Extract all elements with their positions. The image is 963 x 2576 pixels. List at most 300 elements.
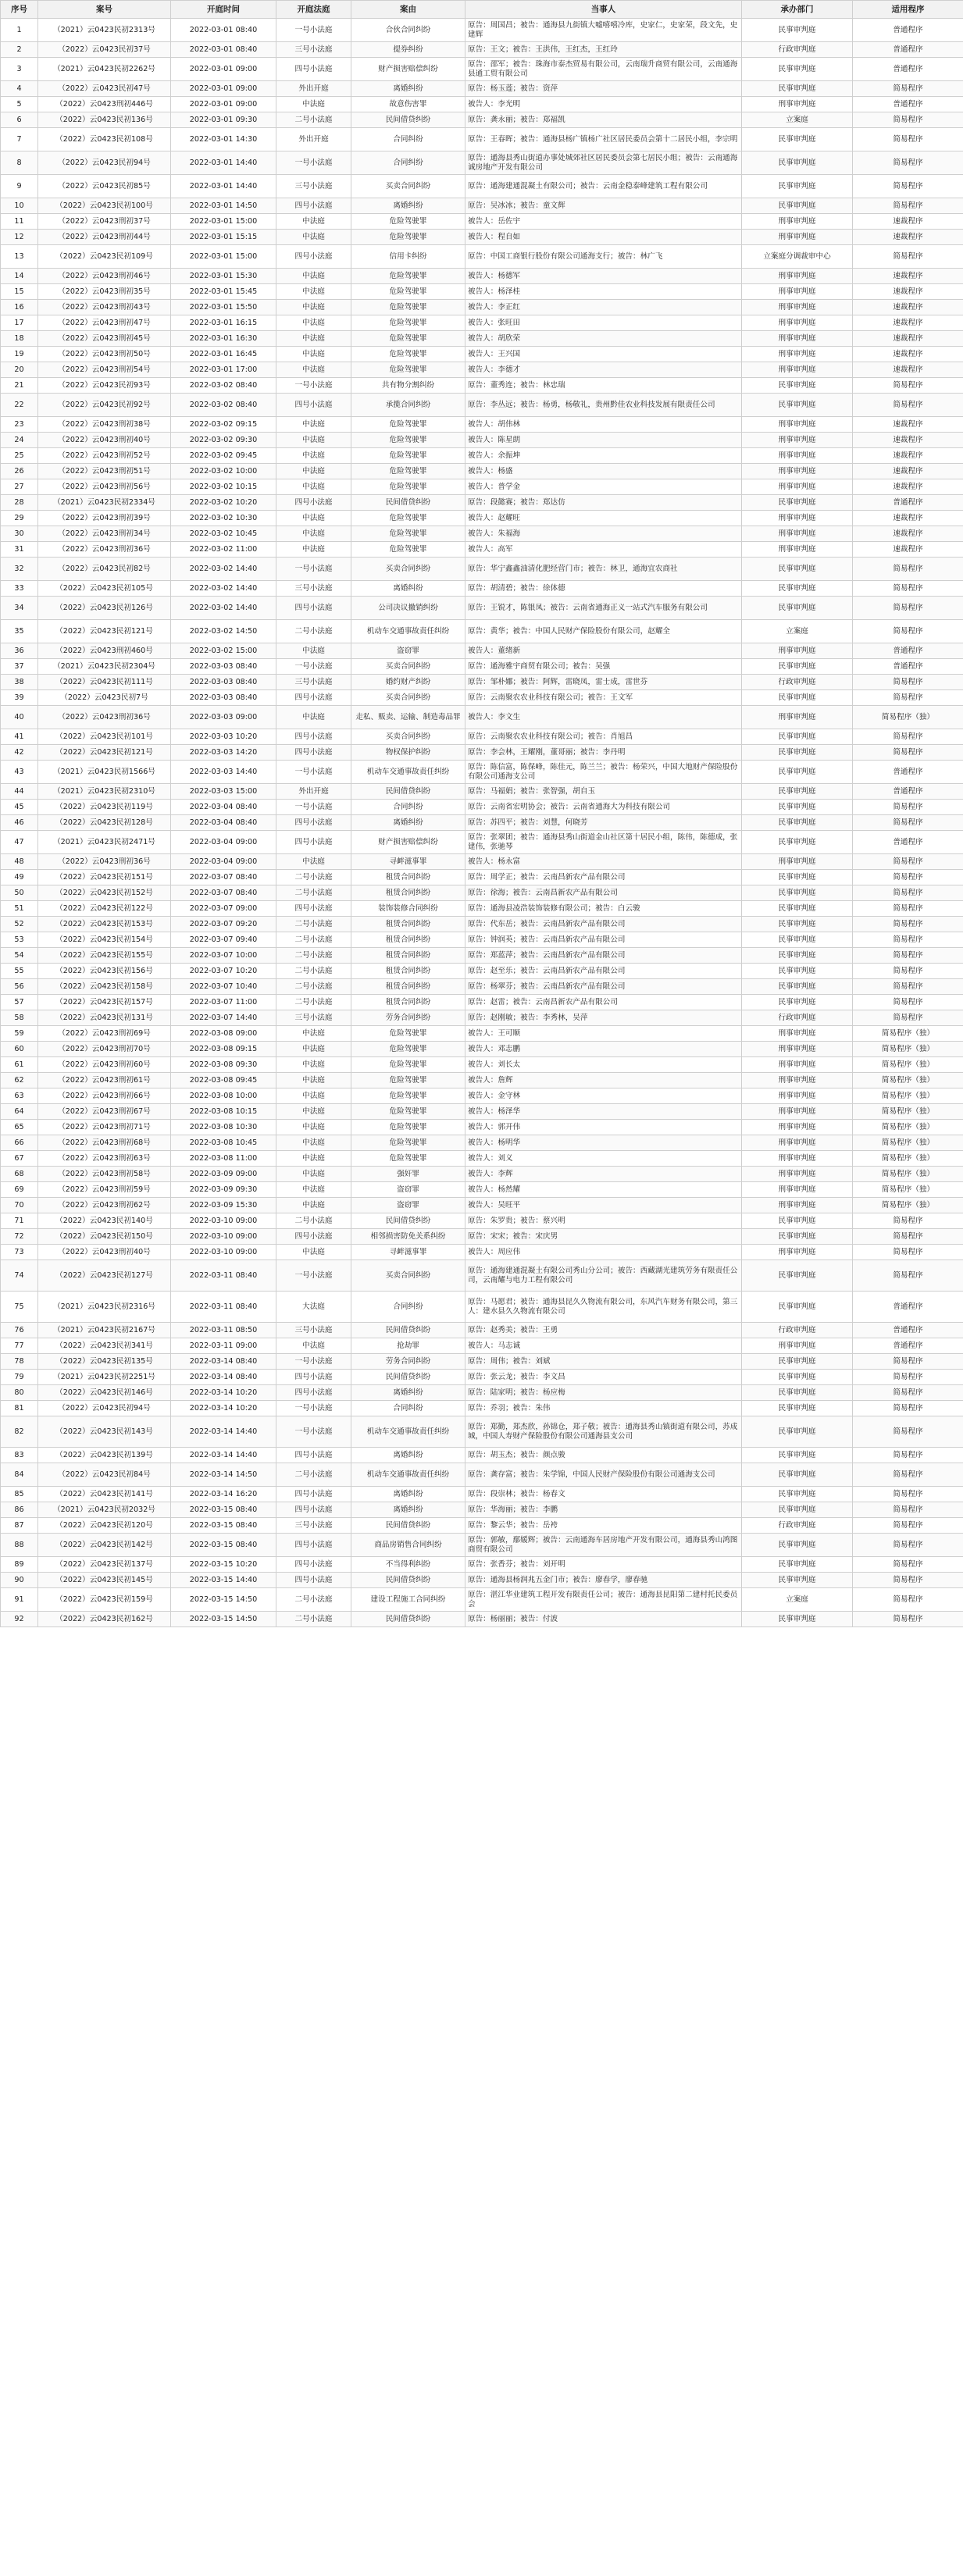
cell-cause: 危险驾驶罪 <box>351 448 465 464</box>
cell-hearing-time: 2022-03-07 08:40 <box>171 870 276 885</box>
cell-courtroom: 四号小法庭 <box>276 1385 351 1401</box>
cell-index: 18 <box>1 331 38 347</box>
cell-index: 48 <box>1 854 38 870</box>
cell-cause: 危险驾驶罪 <box>351 230 465 245</box>
cell-courtroom: 四号小法庭 <box>276 495 351 511</box>
cell-department: 民事审判庭 <box>742 1370 853 1385</box>
cell-hearing-time: 2022-03-02 10:00 <box>171 464 276 479</box>
cell-courtroom: 外出开庭 <box>276 128 351 151</box>
cell-procedure: 简易程序 <box>853 815 963 831</box>
table-row <box>1 932 963 948</box>
cell-index: 64 <box>1 1104 38 1120</box>
cell-hearing-time: 2022-03-01 15:50 <box>171 300 276 315</box>
cell-index: 92 <box>1 1612 38 1627</box>
cell-hearing-time: 2022-03-01 14:30 <box>171 128 276 151</box>
cell-department: 刑事审判庭 <box>742 526 853 542</box>
cell-case-number: （2022）云0423民初139号 <box>38 1448 171 1463</box>
cell-case-number: （2022）云0423刑初60号 <box>38 1057 171 1073</box>
cell-cause: 离婚纠纷 <box>351 1448 465 1463</box>
cell-courtroom: 中法庭 <box>276 643 351 659</box>
cell-procedure: 简易程序 <box>853 1463 963 1487</box>
cell-case-number: （2022）云0423民初156号 <box>38 964 171 979</box>
cell-cause: 租赁合同纠纷 <box>351 979 465 995</box>
cell-courtroom: 一号小法庭 <box>276 558 351 581</box>
cell-hearing-time: 2022-03-08 09:30 <box>171 1057 276 1073</box>
cell-hearing-time: 2022-03-10 09:00 <box>171 1245 276 1260</box>
cell-parties: 原告：段懿赛；被告：郑达仿 <box>465 495 742 511</box>
cell-parties: 原告：赵至乐；被告：云南昌新农产品有限公司 <box>465 964 742 979</box>
cell-courtroom: 中法庭 <box>276 97 351 112</box>
cell-index: 78 <box>1 1354 38 1370</box>
cell-index: 46 <box>1 815 38 831</box>
cell-parties: 原告：乔羽；被告：朱伟 <box>465 1401 742 1416</box>
cell-department: 民事审判庭 <box>742 558 853 581</box>
cell-case-number: （2022）云0423民初122号 <box>38 901 171 917</box>
cell-procedure: 普通程序 <box>853 643 963 659</box>
cell-hearing-time: 2022-03-07 10:00 <box>171 948 276 964</box>
cell-index: 59 <box>1 1026 38 1042</box>
cell-index: 67 <box>1 1151 38 1167</box>
cell-parties: 原告：龚存富；被告：朱学锦，中国人民财产保险股份有限公司通海支公司 <box>465 1463 742 1487</box>
cell-hearing-time: 2022-03-09 09:30 <box>171 1182 276 1198</box>
table-row <box>1 495 963 511</box>
cell-hearing-time: 2022-03-03 09:00 <box>171 706 276 729</box>
table-row <box>1 511 963 526</box>
cell-courtroom: 中法庭 <box>276 433 351 448</box>
cell-courtroom: 三号小法庭 <box>276 1010 351 1026</box>
cell-index: 11 <box>1 214 38 230</box>
table-body <box>1 19 963 1627</box>
cell-index: 77 <box>1 1338 38 1354</box>
table-row <box>1 526 963 542</box>
cell-index: 49 <box>1 870 38 885</box>
cell-hearing-time: 2022-03-15 08:40 <box>171 1534 276 1557</box>
cell-case-number: （2022）云0423民初92号 <box>38 394 171 417</box>
cell-hearing-time: 2022-03-15 14:40 <box>171 1573 276 1588</box>
cell-parties: 被告人：刘义 <box>465 1151 742 1167</box>
cell-courtroom: 大法庭 <box>276 1292 351 1323</box>
cell-hearing-time: 2022-03-15 14:50 <box>171 1588 276 1612</box>
cell-department: 民事审判庭 <box>742 659 853 675</box>
cell-courtroom: 四号小法庭 <box>276 1370 351 1385</box>
cell-index: 53 <box>1 932 38 948</box>
cell-procedure: 简易程序 <box>853 1213 963 1229</box>
cell-cause: 租赁合同纠纷 <box>351 932 465 948</box>
cell-department: 刑事审判庭 <box>742 1057 853 1073</box>
cell-index: 20 <box>1 362 38 378</box>
cell-courtroom: 四号小法庭 <box>276 815 351 831</box>
cell-parties: 原告：胡清碧；被告：徐体德 <box>465 581 742 597</box>
cell-hearing-time: 2022-03-01 14:40 <box>171 151 276 175</box>
cell-department: 民事审判庭 <box>742 1213 853 1229</box>
cell-courtroom: 二号小法庭 <box>276 1213 351 1229</box>
cell-courtroom: 四号小法庭 <box>276 1573 351 1588</box>
cell-cause: 危险驾驶罪 <box>351 464 465 479</box>
cell-hearing-time: 2022-03-04 08:40 <box>171 800 276 815</box>
cell-courtroom: 二号小法庭 <box>276 885 351 901</box>
cell-parties: 被告人：王可顺 <box>465 1026 742 1042</box>
cell-department: 民事审判庭 <box>742 800 853 815</box>
cell-cause: 租赁合同纠纷 <box>351 964 465 979</box>
cell-case-number: （2022）云0423民初121号 <box>38 620 171 643</box>
cell-cause: 公司决议撤销纠纷 <box>351 597 465 620</box>
cell-procedure: 速裁程序 <box>853 269 963 284</box>
cell-courtroom: 一号小法庭 <box>276 1354 351 1370</box>
cell-parties: 原告：邵军；被告：珠海市泰杰贸易有限公司，云南瑞升商贸有限公司，云南通海县通工贸有限公司 <box>465 58 742 81</box>
cell-index: 24 <box>1 433 38 448</box>
cell-parties: 原告：李丛远；被告：杨勇，杨敬礼，贵州黔佳农业科技发展有限责任公司 <box>465 394 742 417</box>
cell-procedure: 速裁程序 <box>853 315 963 331</box>
cell-parties: 被告人：杨泽华 <box>465 1104 742 1120</box>
cell-hearing-time: 2022-03-03 15:00 <box>171 784 276 800</box>
cell-cause: 合同纠纷 <box>351 128 465 151</box>
cell-courtroom: 四号小法庭 <box>276 245 351 269</box>
cell-department: 民事审判庭 <box>742 690 853 706</box>
cell-department: 行政审判庭 <box>742 1010 853 1026</box>
cell-parties: 原告：中国工商银行股份有限公司通海支行；被告：林广飞 <box>465 245 742 269</box>
cell-cause: 合同纠纷 <box>351 151 465 175</box>
cell-cause: 民间借贷纠纷 <box>351 1370 465 1385</box>
cell-procedure: 简易程序 <box>853 1416 963 1448</box>
cell-department: 刑事审判庭 <box>742 347 853 362</box>
cell-hearing-time: 2022-03-01 16:45 <box>171 347 276 362</box>
cell-index: 27 <box>1 479 38 495</box>
cell-department: 立案庭 <box>742 1588 853 1612</box>
table-row <box>1 1010 963 1026</box>
cell-parties: 被告人：胡伟林 <box>465 417 742 433</box>
cell-procedure: 简易程序（独） <box>853 1104 963 1120</box>
cell-case-number: （2022）云0423刑初62号 <box>38 1198 171 1213</box>
cell-hearing-time: 2022-03-09 09:00 <box>171 1167 276 1182</box>
cell-department: 民事审判庭 <box>742 1354 853 1370</box>
cell-procedure: 速裁程序 <box>853 362 963 378</box>
cell-hearing-time: 2022-03-01 09:00 <box>171 81 276 97</box>
cell-department: 民事审判庭 <box>742 979 853 995</box>
cell-procedure: 简易程序 <box>853 112 963 128</box>
cell-cause: 危险驾驶罪 <box>351 417 465 433</box>
cell-index: 30 <box>1 526 38 542</box>
table-row <box>1 581 963 597</box>
cell-procedure: 简易程序 <box>853 1260 963 1292</box>
cell-parties: 原告：苏四平；被告：刘慧，何晓芳 <box>465 815 742 831</box>
cell-parties: 被告人：吴旺平 <box>465 1198 742 1213</box>
header-department: 承办部门 <box>742 1 853 19</box>
cell-cause: 租赁合同纠纷 <box>351 885 465 901</box>
cell-courtroom: 二号小法庭 <box>276 112 351 128</box>
cell-courtroom: 中法庭 <box>276 315 351 331</box>
cell-index: 50 <box>1 885 38 901</box>
cell-department: 刑事审判庭 <box>742 1338 853 1354</box>
cell-cause: 装饰装修合同纠纷 <box>351 901 465 917</box>
cell-cause: 婚约财产纠纷 <box>351 675 465 690</box>
cell-index: 86 <box>1 1502 38 1518</box>
table-row <box>1 917 963 932</box>
cell-procedure: 简易程序 <box>853 675 963 690</box>
cell-parties: 原告：王锐才，陈银凤；被告：云南省通海正义一站式汽车服务有限公司 <box>465 597 742 620</box>
cell-index: 89 <box>1 1557 38 1573</box>
cell-department: 民事审判庭 <box>742 1401 853 1416</box>
cell-procedure: 简易程序 <box>853 1370 963 1385</box>
cell-courtroom: 中法庭 <box>276 1120 351 1135</box>
cell-procedure: 简易程序 <box>853 378 963 394</box>
cell-procedure: 速裁程序 <box>853 417 963 433</box>
cell-index: 44 <box>1 784 38 800</box>
cell-cause: 不当得利纠纷 <box>351 1557 465 1573</box>
cell-case-number: （2022）云0423刑初36号 <box>38 854 171 870</box>
cell-cause: 故意伤害罪 <box>351 97 465 112</box>
cell-case-number: （2022）云0423刑初47号 <box>38 315 171 331</box>
cell-index: 36 <box>1 643 38 659</box>
cell-hearing-time: 2022-03-02 11:00 <box>171 542 276 558</box>
cell-parties: 被告人：李文生 <box>465 706 742 729</box>
cell-procedure: 速裁程序 <box>853 464 963 479</box>
cell-case-number: （2022）云0423刑初38号 <box>38 417 171 433</box>
cell-cause: 买卖合同纠纷 <box>351 175 465 198</box>
table-row <box>1 1292 963 1323</box>
cell-department: 刑事审判庭 <box>742 97 853 112</box>
cell-parties: 原告：黄华；被告：中国人民财产保险股份有限公司，赵耀全 <box>465 620 742 643</box>
cell-case-number: （2022）云0423刑初50号 <box>38 347 171 362</box>
cell-courtroom: 三号小法庭 <box>276 1518 351 1534</box>
cell-parties: 被告人：李辉 <box>465 1167 742 1182</box>
cell-parties: 原告：周学正；被告：云南昌新农产品有限公司 <box>465 870 742 885</box>
cell-case-number: （2022）云0423刑初52号 <box>38 448 171 464</box>
table-row <box>1 1120 963 1135</box>
cell-department: 刑事审判庭 <box>742 1167 853 1182</box>
cell-procedure: 简易程序 <box>853 964 963 979</box>
cell-hearing-time: 2022-03-02 14:40 <box>171 581 276 597</box>
table-row <box>1 948 963 964</box>
cell-courtroom: 中法庭 <box>276 1135 351 1151</box>
cell-index: 19 <box>1 347 38 362</box>
cell-procedure: 简易程序 <box>853 198 963 214</box>
cell-index: 6 <box>1 112 38 128</box>
cell-cause: 危险驾驶罪 <box>351 347 465 362</box>
cell-hearing-time: 2022-03-04 09:00 <box>171 831 276 854</box>
cell-department: 刑事审判庭 <box>742 1182 853 1198</box>
cell-courtroom: 二号小法庭 <box>276 979 351 995</box>
cell-procedure: 速裁程序 <box>853 347 963 362</box>
table-row <box>1 1573 963 1588</box>
cell-courtroom: 中法庭 <box>276 448 351 464</box>
cell-case-number: （2022）云0423刑初36号 <box>38 706 171 729</box>
cell-department: 刑事审判庭 <box>742 448 853 464</box>
cell-parties: 原告：龚永丽；被告：郑福凯 <box>465 112 742 128</box>
cell-cause: 离婚纠纷 <box>351 581 465 597</box>
table-row <box>1 81 963 97</box>
cell-department: 刑事审判庭 <box>742 362 853 378</box>
cell-department: 行政审判庭 <box>742 675 853 690</box>
cell-parties: 原告：云南省宏明协会；被告：云南省通海大为科技有限公司 <box>465 800 742 815</box>
cell-cause: 信用卡纠纷 <box>351 245 465 269</box>
cell-hearing-time: 2022-03-08 10:15 <box>171 1104 276 1120</box>
cell-parties: 被告人：杨泽桂 <box>465 284 742 300</box>
cell-hearing-time: 2022-03-01 16:15 <box>171 315 276 331</box>
cell-cause: 离婚纠纷 <box>351 1487 465 1502</box>
cell-index: 75 <box>1 1292 38 1323</box>
table-row <box>1 300 963 315</box>
cell-parties: 被告人：李正红 <box>465 300 742 315</box>
cell-department: 刑事审判庭 <box>742 1042 853 1057</box>
cell-index: 26 <box>1 464 38 479</box>
cell-hearing-time: 2022-03-02 10:30 <box>171 511 276 526</box>
cell-index: 28 <box>1 495 38 511</box>
table-row <box>1 1448 963 1463</box>
cell-index: 8 <box>1 151 38 175</box>
cell-procedure: 简易程序 <box>853 597 963 620</box>
header-courtroom: 开庭法庭 <box>276 1 351 19</box>
cell-case-number: （2022）云0423民初94号 <box>38 1401 171 1416</box>
cell-department: 刑事审判庭 <box>742 300 853 315</box>
cell-hearing-time: 2022-03-01 09:30 <box>171 112 276 128</box>
cell-cause: 危险驾驶罪 <box>351 315 465 331</box>
cell-cause: 承揽合同纠纷 <box>351 394 465 417</box>
cell-case-number: （2022）云0423刑初36号 <box>38 542 171 558</box>
cell-cause: 危险驾驶罪 <box>351 1135 465 1151</box>
cell-case-number: （2022）云0423民初136号 <box>38 112 171 128</box>
cell-parties: 原告：徐海；被告：云南昌新农产品有限公司 <box>465 885 742 901</box>
cell-parties: 原告：朱罗贵；被告：蔡兴明 <box>465 1213 742 1229</box>
cell-cause: 危险驾驶罪 <box>351 1026 465 1042</box>
cell-case-number: （2022）云0423民初153号 <box>38 917 171 932</box>
cell-case-number: （2022）云0423民初140号 <box>38 1213 171 1229</box>
cell-department: 民事审判庭 <box>742 831 853 854</box>
cell-case-number: （2022）云0423民初7号 <box>38 690 171 706</box>
cell-procedure: 速裁程序 <box>853 214 963 230</box>
cell-cause: 劳务合同纠纷 <box>351 1010 465 1026</box>
cell-department: 刑事审判庭 <box>742 269 853 284</box>
cell-procedure: 简易程序 <box>853 885 963 901</box>
cell-parties: 原告：陈信富，陈保峰，陈佳元，陈兰兰；被告：杨荣兴，中国大地财产保险股份有限公司通海支公司 <box>465 761 742 784</box>
cell-case-number: （2022）云0423民初137号 <box>38 1557 171 1573</box>
cell-parties: 原告：通海县秀山街道办事处城郊社区居民委员会第七居民小组；被告：云南通海诚房地产开发有限公司 <box>465 151 742 175</box>
cell-cause: 危险驾驶罪 <box>351 300 465 315</box>
cell-parties: 被告人：李德才 <box>465 362 742 378</box>
cell-department: 民事审判庭 <box>742 1463 853 1487</box>
table-row <box>1 1057 963 1073</box>
cell-cause: 民间借贷纠纷 <box>351 784 465 800</box>
cell-parties: 原告：胡玉杰；被告：颜点骏 <box>465 1448 742 1463</box>
cell-procedure: 简易程序 <box>853 620 963 643</box>
cell-cause: 强奸罪 <box>351 1167 465 1182</box>
cell-case-number: （2022）云0423民初127号 <box>38 1260 171 1292</box>
cell-parties: 被告人：陈星朗 <box>465 433 742 448</box>
cell-parties: 被告人：刘长太 <box>465 1057 742 1073</box>
cell-hearing-time: 2022-03-01 15:15 <box>171 230 276 245</box>
table-row <box>1 1354 963 1370</box>
cell-courtroom: 二号小法庭 <box>276 1588 351 1612</box>
cell-department: 刑事审判庭 <box>742 1104 853 1120</box>
table-row <box>1 995 963 1010</box>
table-row <box>1 964 963 979</box>
cell-index: 32 <box>1 558 38 581</box>
cell-index: 40 <box>1 706 38 729</box>
cell-parties: 原告：湛江华业建筑工程开发有限责任公司；被告：通海县昆阳第二建村托民委员会 <box>465 1588 742 1612</box>
cell-hearing-time: 2022-03-09 15:30 <box>171 1198 276 1213</box>
cell-hearing-time: 2022-03-04 08:40 <box>171 815 276 831</box>
cell-hearing-time: 2022-03-02 15:00 <box>171 643 276 659</box>
cell-courtroom: 三号小法庭 <box>276 581 351 597</box>
cell-department: 民事审判庭 <box>742 1385 853 1401</box>
cell-cause: 危险驾驶罪 <box>351 331 465 347</box>
cell-courtroom: 四号小法庭 <box>276 198 351 214</box>
cell-case-number: （2021）云0423民初2167号 <box>38 1323 171 1338</box>
cell-parties: 被告人：马志诚 <box>465 1338 742 1354</box>
cell-department: 刑事审判庭 <box>742 1026 853 1042</box>
cell-cause: 民间借贷纠纷 <box>351 1518 465 1534</box>
cell-department: 刑事审判庭 <box>742 643 853 659</box>
cell-hearing-time: 2022-03-14 08:40 <box>171 1354 276 1370</box>
cell-hearing-time: 2022-03-03 08:40 <box>171 659 276 675</box>
cell-cause: 提券纠纷 <box>351 42 465 58</box>
cell-case-number: （2022）云0423刑初54号 <box>38 362 171 378</box>
cell-parties: 原告：郭敏，鄢媛辉；被告：云南通海车居房地产开发有限公司，通海县秀山鸿图商贸有限公司 <box>465 1534 742 1557</box>
cell-parties: 原告：通海建通混凝土有限公司；被告：云南金稳泰峰建筑工程有限公司 <box>465 175 742 198</box>
cell-procedure: 简易程序 <box>853 558 963 581</box>
cell-courtroom: 外出开庭 <box>276 784 351 800</box>
cell-index: 74 <box>1 1260 38 1292</box>
cell-hearing-time: 2022-03-07 08:40 <box>171 885 276 901</box>
cell-hearing-time: 2022-03-14 14:40 <box>171 1416 276 1448</box>
cell-index: 16 <box>1 300 38 315</box>
cell-hearing-time: 2022-03-01 17:00 <box>171 362 276 378</box>
cell-courtroom: 四号小法庭 <box>276 831 351 854</box>
table-row <box>1 198 963 214</box>
table-row <box>1 1502 963 1518</box>
cell-case-number: （2022）云0423民初155号 <box>38 948 171 964</box>
cell-cause: 民间借贷纠纷 <box>351 495 465 511</box>
cell-courtroom: 中法庭 <box>276 1245 351 1260</box>
cell-procedure: 简易程序 <box>853 1487 963 1502</box>
cell-index: 12 <box>1 230 38 245</box>
cell-hearing-time: 2022-03-03 14:40 <box>171 761 276 784</box>
table-row <box>1 331 963 347</box>
cell-procedure: 简易程序 <box>853 690 963 706</box>
cell-index: 23 <box>1 417 38 433</box>
cell-index: 37 <box>1 659 38 675</box>
cell-index: 33 <box>1 581 38 597</box>
cell-case-number: （2021）云0423民初2334号 <box>38 495 171 511</box>
cell-parties: 原告：赵雷；被告：云南昌新农产品有限公司 <box>465 995 742 1010</box>
cell-cause: 财产损害赔偿纠纷 <box>351 831 465 854</box>
cell-parties: 原告：董秀连；被告：林忠瑞 <box>465 378 742 394</box>
cell-parties: 原告：杨玉莲；被告：资萍 <box>465 81 742 97</box>
cell-courtroom: 中法庭 <box>276 542 351 558</box>
table-row <box>1 1198 963 1213</box>
table-row <box>1 901 963 917</box>
cell-procedure: 简易程序（独） <box>853 1135 963 1151</box>
table-row <box>1 1385 963 1401</box>
cell-procedure: 简易程序 <box>853 800 963 815</box>
cell-cause: 危险驾驶罪 <box>351 284 465 300</box>
cell-parties: 被告人：张旺田 <box>465 315 742 331</box>
cell-parties: 被告人：朱福海 <box>465 526 742 542</box>
cell-cause: 危险驾驶罪 <box>351 511 465 526</box>
cell-department: 民事审判庭 <box>742 58 853 81</box>
cell-case-number: （2022）云0423民初145号 <box>38 1573 171 1588</box>
table-row <box>1 1213 963 1229</box>
cell-case-number: （2022）云0423民初37号 <box>38 42 171 58</box>
cell-department: 刑事审判庭 <box>742 331 853 347</box>
cell-courtroom: 四号小法庭 <box>276 394 351 417</box>
cell-parties: 被告人：杨然耀 <box>465 1182 742 1198</box>
cell-parties: 原告：钟润英；被告：云南昌新农产品有限公司 <box>465 932 742 948</box>
cell-case-number: （2022）云0423民初84号 <box>38 1463 171 1487</box>
cell-case-number: （2022）云0423民初121号 <box>38 745 171 761</box>
cell-department: 刑事审判庭 <box>742 479 853 495</box>
cell-department: 民事审判庭 <box>742 597 853 620</box>
table-row <box>1 729 963 745</box>
